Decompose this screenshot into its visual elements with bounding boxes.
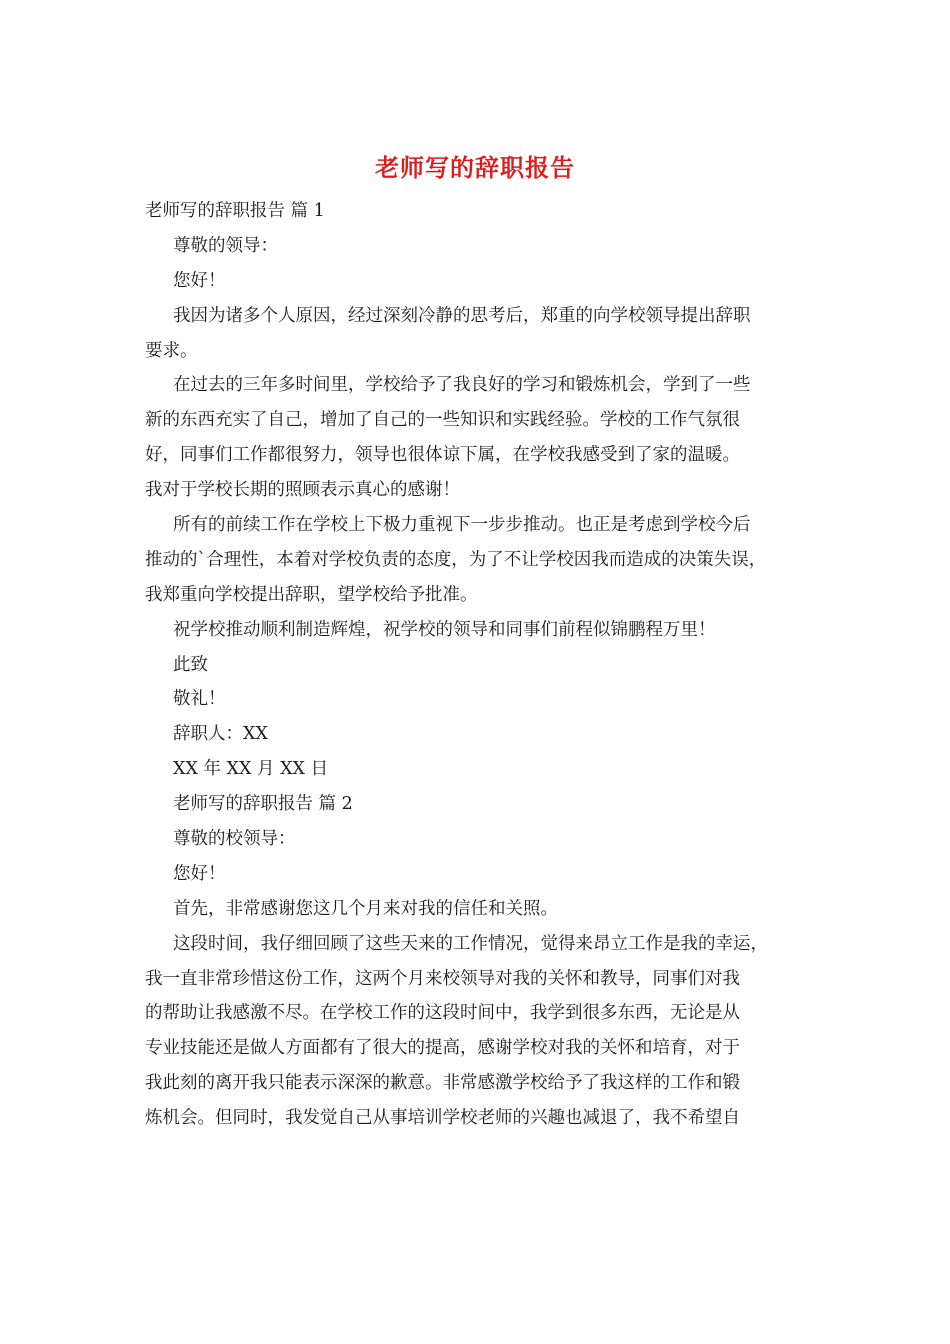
document-title: 老师写的辞职报告 [375, 153, 575, 182]
text-line: 专业技能还是做人方面都有了很大的提高，感谢学校对我的关怀和培育，对于 [145, 1038, 740, 1059]
text-line: XX 年 XX 月 XX 日 [173, 759, 329, 780]
text-line: 我郑重向学校提出辞职，望学校给予批准。 [145, 584, 478, 605]
text-line: 敬礼！ [173, 689, 226, 710]
text-line: 老师写的辞职报告 篇 1 [145, 201, 325, 221]
text-line: 尊敬的校领导： [173, 829, 296, 850]
text-line: 的帮助让我感激不尽。在学校工作的这段时间中，我学到很多东西，无论是从 [145, 1003, 740, 1024]
text-line: 推动的`合理性，本着对学校负责的态度，为了不让学校因我而造成的决策失误， [145, 549, 767, 570]
text-line: 炼机会。但同时，我发觉自己从事培训学校老师的兴趣也减退了，我不希望自 [145, 1108, 740, 1129]
text-line: 您好！ [173, 863, 226, 884]
text-line: 我一直非常珍惜这份工作，这两个月来校领导对我的关怀和教导，同事们对我 [145, 968, 740, 989]
text-line: 首先，非常感谢您这几个月来对我的信任和关照。 [173, 898, 558, 919]
text-line: 要求。 [145, 340, 198, 361]
text-line: 老师写的辞职报告 篇 2 [173, 794, 353, 815]
text-line: 此致 [173, 654, 208, 675]
text-line: 尊敬的领导： [173, 235, 278, 256]
text-line: 祝学校推动顺利制造辉煌，祝学校的领导和同事们前程似锦鹏程万里！ [173, 619, 716, 640]
text-line: 我对于学校长期的照顾表示真心的感谢！ [145, 480, 460, 501]
text-line: 我因为诸多个人原因，经过深刻冷静的思考后，郑重的向学校领导提出辞职 [173, 305, 751, 326]
text-line: 这段时间，我仔细回顾了这些天来的工作情况，觉得来昂立工作是我的幸运， [173, 933, 768, 954]
text-line: 我此刻的离开我只能表示深深的歉意。非常感激学校给予了我这样的工作和锻 [145, 1073, 740, 1094]
text-line: 在过去的三年多时间里，学校给予了我良好的学习和锻炼机会，学到了一些 [173, 375, 751, 396]
text-line: 新的东西充实了自己，增加了自己的一些知识和实践经验。学校的工作气氛很 [145, 410, 740, 431]
text-line: 好，同事们工作都很努力，领导也很体谅下属，在学校我感受到了家的温暖。 [145, 445, 740, 466]
document-body [145, 194, 830, 1136]
text-line: 所有的前续工作在学校上下极力重视下一步步推动。也正是考虑到学校今后 [173, 515, 751, 536]
text-line: 您好！ [173, 270, 226, 291]
text-line: 辞职人：XX [173, 724, 268, 745]
